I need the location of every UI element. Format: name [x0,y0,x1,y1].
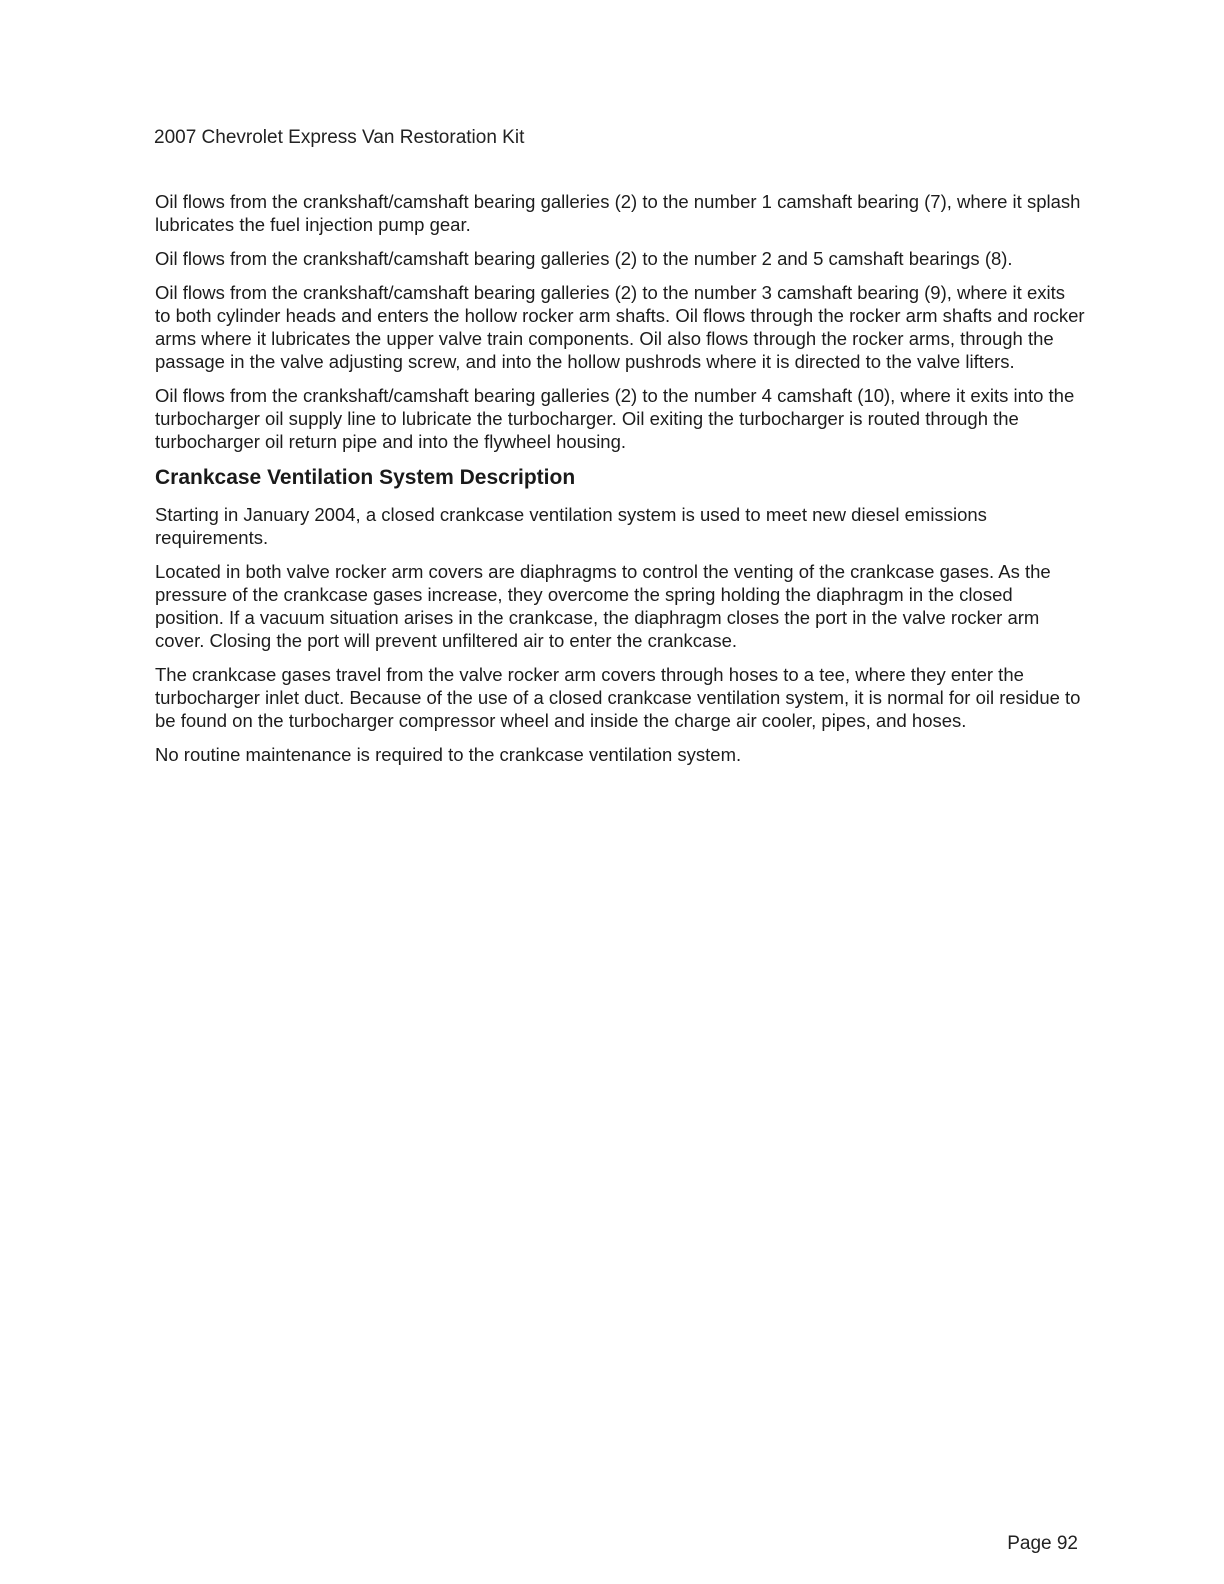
paragraph-ventilation-maintenance: No routine maintenance is required to the crankcase ventilation system. [155,744,742,765]
paragraph-ventilation-intro: Starting in January 2004, a closed crankcase ventilation system is used to meet new diesel emissions requirements. [155,504,987,548]
paragraph-oil-flow-camshaft-4: Oil flows from the crankshaft/camshaft bearing galleries (2) to the number 4 camshaft (10), where it exits into the turbocharger oil supply line to lubricate the turbocharger. Oil exiting the turbocharger is routed through the turbocharger oil return pipe and into the flywheel housing. [155,385,1075,452]
paragraph-oil-flow-camshaft-bearings-2-5: Oil flows from the crankshaft/camshaft bearing galleries (2) to the number 2 and 5 camshaft bearings (8). [155,248,1013,269]
document-body [155,190,1085,777]
paragraph-ventilation-diaphragms: Located in both valve rocker arm covers are diaphragms to control the venting of the crankcase gases. As the pressure of the crankcase gases increase, they overcome the spring holding the diaphragm in the closed position. If a vacuum situation arises in the crankcase, the diaphragm closes the port in the valve rocker arm cover. Closing the port will prevent unfiltered air to enter the crankcase. [155,561,1051,651]
page-number: Page 92 [1007,1533,1078,1554]
paragraph-ventilation-gases: The crankcase gases travel from the valve rocker arm covers through hoses to a tee, where they enter the turbocharger inlet duct. Because of the use of a closed crankcase ventilation system, it is normal for oil residue to be found on the turbocharger compressor wheel and inside the charge air cooler, pipes, and hoses. [155,664,1081,731]
paragraph-oil-flow-camshaft-bearing-1: Oil flows from the crankshaft/camshaft bearing galleries (2) to the number 1 camshaft bearing (7), where it splash lubricates the fuel injection pump gear. [155,191,1081,235]
paragraph-oil-flow-camshaft-bearing-3: Oil flows from the crankshaft/camshaft bearing galleries (2) to the number 3 camshaft bearing (9), where it exits to both cylinder heads and enters the hollow rocker arm shafts. Oil flows through the rocker arm shafts and rocker arms where it lubricates the upper valve train components. Oil also flows through the rocker arms, through the passage in the valve adjusting screw, and into the hollow pushrods where it is directed to the valve lifters. [155,282,1085,372]
page-header-title: 2007 Chevrolet Express Van Restoration Kit [154,127,525,148]
section-heading: Crankcase Ventilation System Description [155,466,576,489]
